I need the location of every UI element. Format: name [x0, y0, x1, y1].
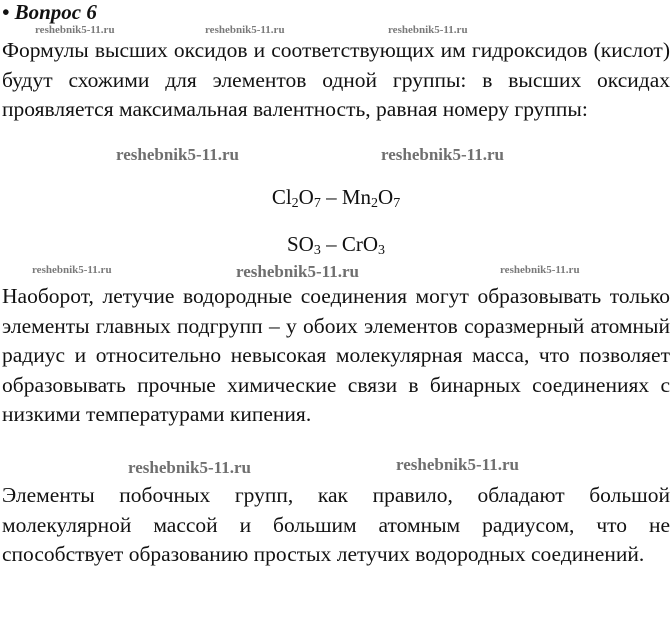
watermark-text: reshebnik5-11.ru — [396, 455, 519, 474]
formula-subscript: 2 — [291, 196, 299, 211]
formula-part: O — [298, 185, 314, 209]
watermark-text: reshebnik5-11.ru — [236, 262, 359, 281]
watermark-text: reshebnik5-11.ru — [205, 24, 285, 36]
paragraph-side-group-elements: Элементы побочных групп, как правило, обладают большой молекулярной массой и большим атомным радиусом, что не способствует образованию простых летучих водородных соединений. — [2, 483, 670, 567]
watermark-text: reshebnik5-11.ru — [116, 145, 239, 164]
watermark-text: reshebnik5-11.ru — [381, 145, 504, 164]
formula-subscript: 7 — [313, 196, 321, 211]
formula-subscript: 2 — [371, 196, 379, 211]
formula-subscript: 7 — [393, 196, 401, 211]
formula-part: Cl — [271, 185, 292, 209]
watermark-text: reshebnik5-11.ru — [35, 24, 115, 36]
paragraph-volatile-hydrogen-compounds: Наоборот, летучие водородные соединения могут образовывать только элементы главных подгрупп – у обоих элементов соразмерный атомный радиус и относительно невысокая молекулярная масса, что позволяет образовывать прочные химические связи в бинарных соединениях с низкими температурами кипения. — [2, 284, 670, 427]
watermark-text: reshebnik5-11.ru — [500, 264, 580, 276]
formula-dash: – — [320, 232, 342, 256]
formula-so3-cro3 — [0, 231, 672, 257]
question-heading: • Вопрос 6 — [2, 0, 97, 24]
formula-subscript: 3 — [313, 243, 321, 258]
formula-part: CrO — [341, 232, 379, 256]
watermark-text: reshebnik5-11.ru — [32, 264, 112, 276]
formula-dash: – — [320, 185, 342, 209]
watermark-text: reshebnik5-11.ru — [388, 24, 468, 36]
watermark-text: reshebnik5-11.ru — [128, 458, 251, 477]
formula-part: SO — [286, 232, 314, 256]
paragraph-higher-oxides: Формулы высших оксидов и соответствующих им гидроксидов (кислот) будут схожими для элементов одной группы: в высших оксидах проявляется максимальная валентность, равная номеру группы: — [2, 38, 670, 122]
formula-cl2o7-mn2o7 — [0, 184, 672, 210]
formula-subscript: 3 — [378, 243, 386, 258]
formula-part: O — [378, 185, 394, 209]
formula-part: Mn — [341, 185, 372, 209]
